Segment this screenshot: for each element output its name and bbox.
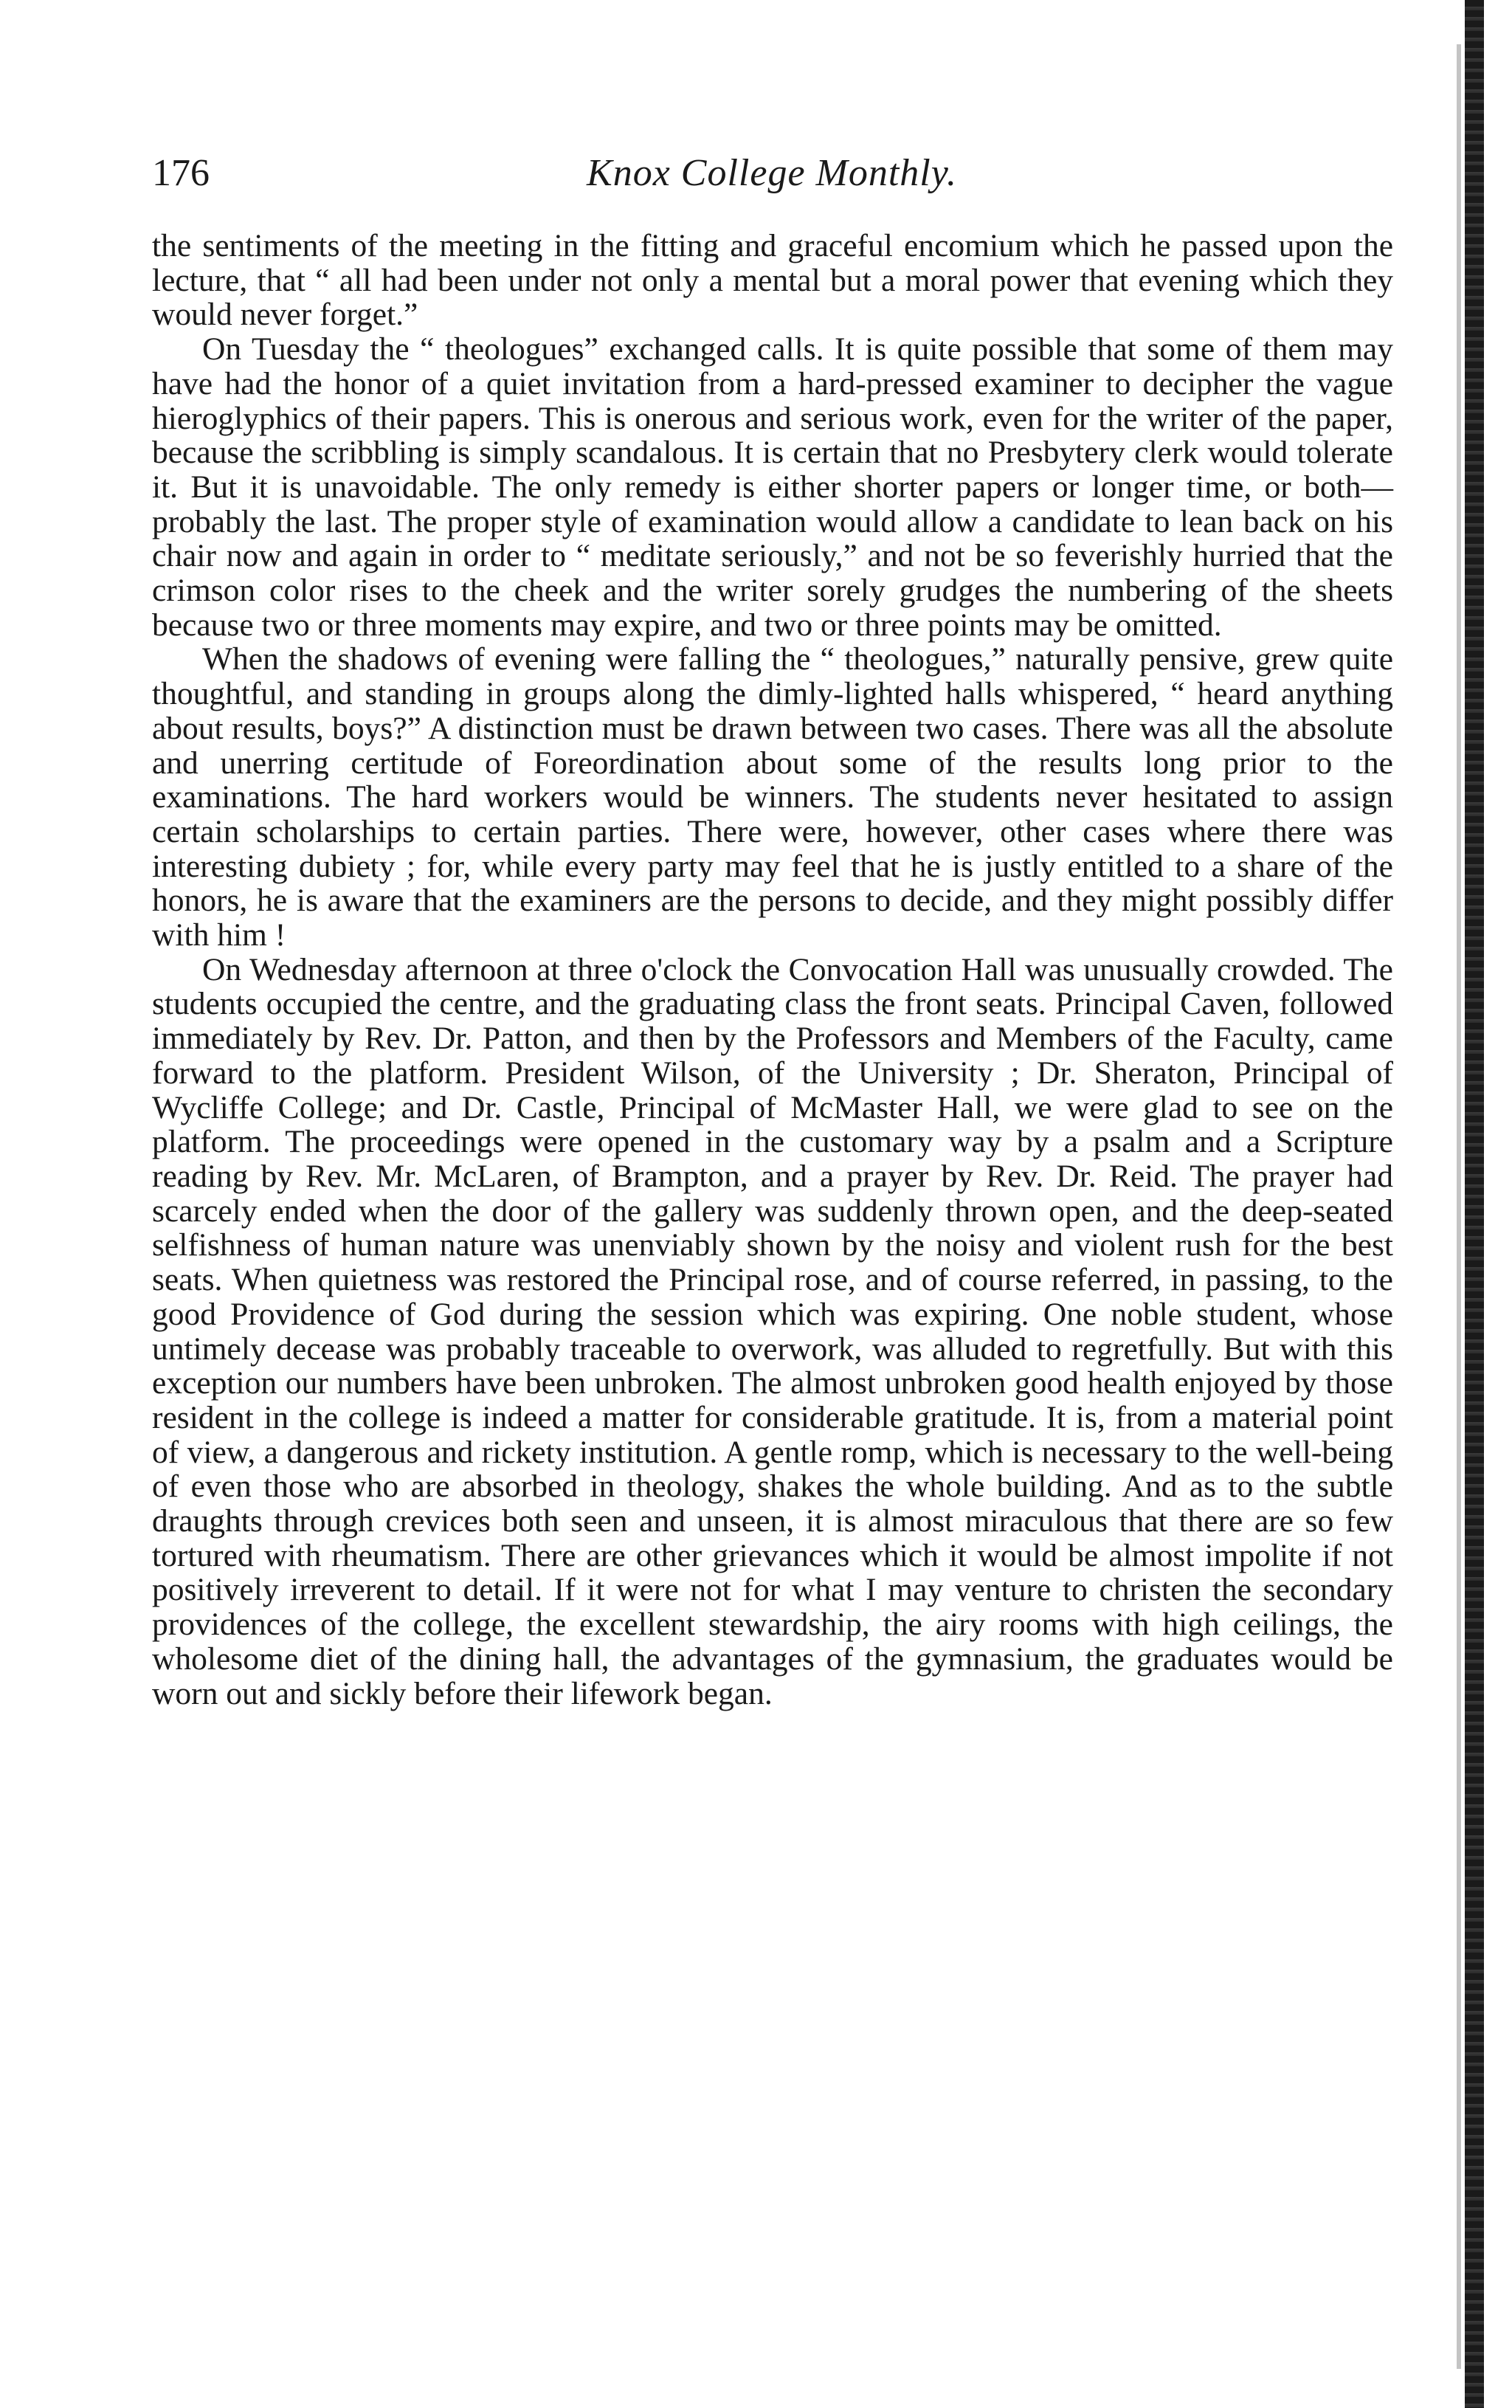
running-title: Knox College Monthly.: [587, 152, 957, 194]
binding-shadow: [1457, 44, 1461, 2369]
page-header: [152, 148, 1392, 199]
article-body: [152, 229, 1393, 1711]
paragraph-wednesday: On Wednesday afternoon at three o'clock the Convocation Hall was unusually crowded. The students occupied the centre, and the graduating class the front seats. Principal Caven, followed immediately by Rev. Dr. Patton, and then by the Professors and Members of the Faculty, came forward to the platform. President Wilson, of the University ; Dr. Sheraton, Principal of Wycliffe College; and Dr. Castle, Principal of McMaster Hall, we were glad to see on the platform. The proceedings were opened in the customary way by a psalm and a Scripture reading by Rev. Mr. McLaren, of Brampton, and a prayer by Rev. Dr. Reid. The prayer had scarcely ended when the door of the gallery was suddenly thrown open, and the deep-seated selfishness of human nature was unenviably shown by the noisy and violent rush for the best seats. When quietness was restored the Principal rose, and of course referred, in passing, to the good Providence of God during the session which was expiring. One noble student, whose untimely decease was probably traceable to overwork, was alluded to regretfully. But with this exception our numbers have been unbroken. The almost unbroken good health enjoyed by those resident in the college is indeed a matter for considerable gratitude. It is, from a material point of view, a dangerous and rickety institution. A gentle romp, which is necessary to the well-being of even those who are absorbed in theology, shakes the whole building. And as to the subtle draughts through crevices both seen and unseen, it is almost miraculous that there are so few tortured with rheumatism. There are other grievances which it would be almost impolite if not positively irreverent to detail. If it were not for what I may venture to christen the secondary providences of the college, the excellent stewardship, the airy rooms with high ceilings, the wholesome diet of the dining hall, the advantages of the gymnasium, the graduates would be worn out and sickly before their lifework began.: [152, 951, 1393, 1711]
paragraph-continued: the sentiments of the meeting in the fitting and graceful encomium which he passed upon the lecture, that “ all had been under not only a mental but a moral power that evening which they would never forget.”: [152, 228, 1393, 333]
page-number: 176: [152, 152, 210, 194]
paragraph-evening: When the shadows of evening were falling the “ theologues,” naturally pensive, grew quite thoughtful, and standing in groups along the dimly-lighted halls whispered, “ heard anything about results, boys?” A distinction must be drawn between two cases. There was all the absolute and unerring certitude of Foreordination about some of the results long prior to the examinations. The hard workers would be winners. The students never hesitated to assign certain scholarships to certain parties. There were, however, other cases where there was interesting dubiety ; for, while every party may feel that he is justly entitled to a share of the honors, he is aware that the examiners are the persons to decide, and they might possibly differ with him !: [152, 641, 1393, 953]
paragraph-tuesday: On Tuesday the “ theologues” exchanged calls. It is quite possible that some of them may have had the honor of a quiet invitation from a hard-pressed examiner to decipher the vague hieroglyphics of their papers. This is onerous and serious work, even for the writer of the paper, because the scribbling is simply scandalous. It is certain that no Presbytery clerk would tolerate it. But it is unavoidable. The only remedy is either shorter papers or longer time, or both—probably the last. The proper style of examination would allow a candidate to lean back on his chair now and again in order to “ meditate seriously,” and not be so feverishly hurried that the crimson color rises to the cheek and the writer sorely grudges the numbering of the sheets because two or three moments may expire, and two or three points may be omitted.: [152, 331, 1393, 643]
binding-edge: [1465, 0, 1484, 2408]
